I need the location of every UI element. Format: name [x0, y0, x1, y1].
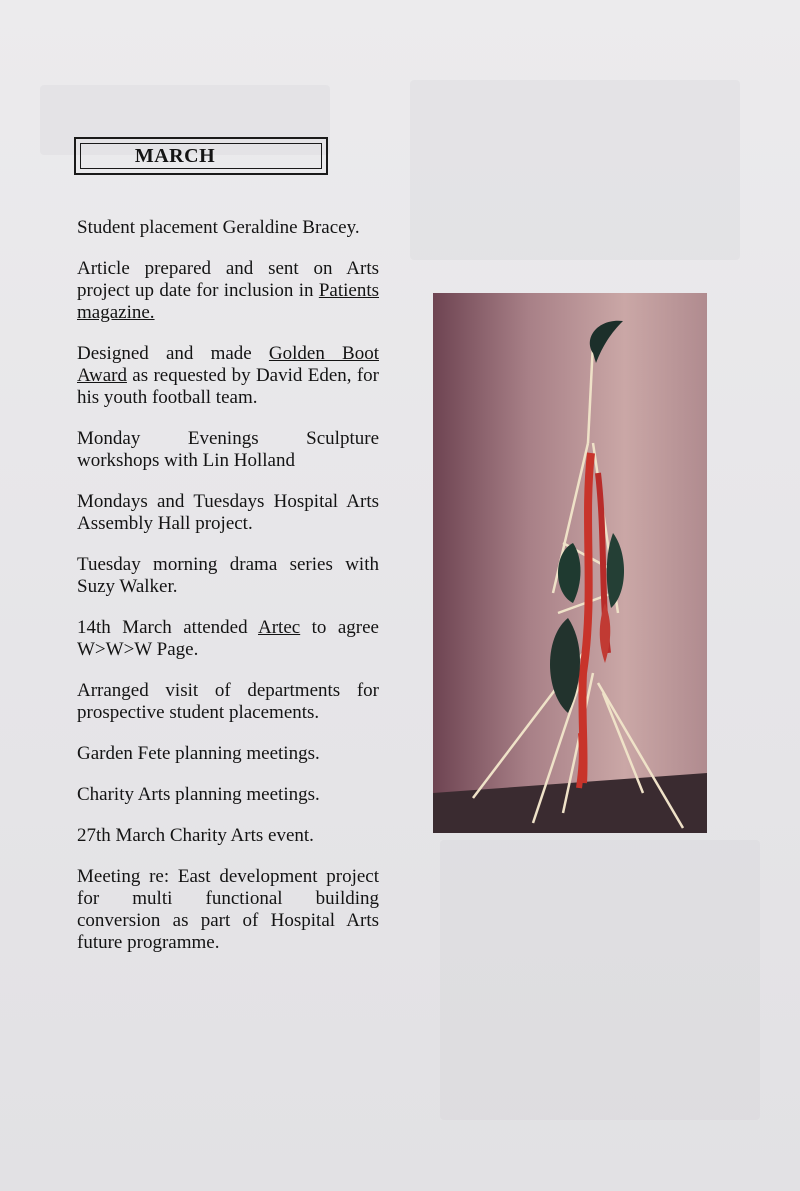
sculpture-red-base	[579, 733, 582, 788]
diary-entry	[77, 825, 379, 847]
month-heading: MARCH	[134, 144, 216, 167]
month-heading-box	[74, 137, 328, 175]
show-through-right-top	[410, 80, 740, 260]
entry-text: Meeting re: East development project for multi functional building conversion as part of Hospital Arts future programme.	[77, 866, 379, 953]
diary-entry	[77, 743, 379, 765]
diary-entry	[77, 554, 379, 598]
entry-text: 14th March attended	[77, 617, 258, 638]
diary-entry	[77, 680, 379, 724]
diary-entry	[77, 784, 379, 806]
diary-entry	[77, 866, 379, 954]
diary-entry	[77, 491, 379, 535]
sculpture-illustration	[433, 293, 707, 833]
entry-text: Mondays and Tuesdays Hospital Arts Assembly Hall project.	[77, 491, 379, 534]
underlined-text: Artec	[258, 617, 301, 638]
diary-entry	[77, 617, 379, 661]
entry-text: Designed and made	[77, 343, 269, 364]
entry-text: Charity Arts planning meetings.	[77, 784, 320, 805]
entry-text: Student placement Geraldine Bracey.	[77, 217, 360, 238]
entry-text: to agree W>W>W Page.	[77, 617, 379, 660]
sculpture-photo	[433, 293, 707, 833]
underlined-text: Patients magazine.	[77, 280, 379, 323]
underlined-text: Golden Boot Award	[77, 343, 379, 386]
show-through-right-bottom	[440, 840, 760, 1120]
entry-text: Arranged visit of departments for prospective student placements.	[77, 680, 379, 723]
entry-text: Garden Fete planning meetings.	[77, 743, 320, 764]
diary-entry	[77, 343, 379, 409]
entry-text: 27th March Charity Arts event.	[77, 825, 314, 846]
month-heading-inner-border	[80, 143, 322, 169]
diary-entry	[77, 428, 379, 472]
diary-entry	[77, 217, 379, 239]
diary-entries	[77, 217, 379, 973]
gallery-wall	[433, 293, 707, 793]
entry-text: Article prepared and sent on Arts project up date for inclusion in	[77, 258, 379, 301]
entry-text: as requested by David Eden, for his youth football team.	[77, 365, 379, 408]
entry-text: Tuesday morning drama series with Suzy Walker.	[77, 554, 379, 597]
diary-entry	[77, 258, 379, 324]
entry-text: Monday Evenings Sculpture workshops with Lin Holland	[77, 428, 379, 471]
